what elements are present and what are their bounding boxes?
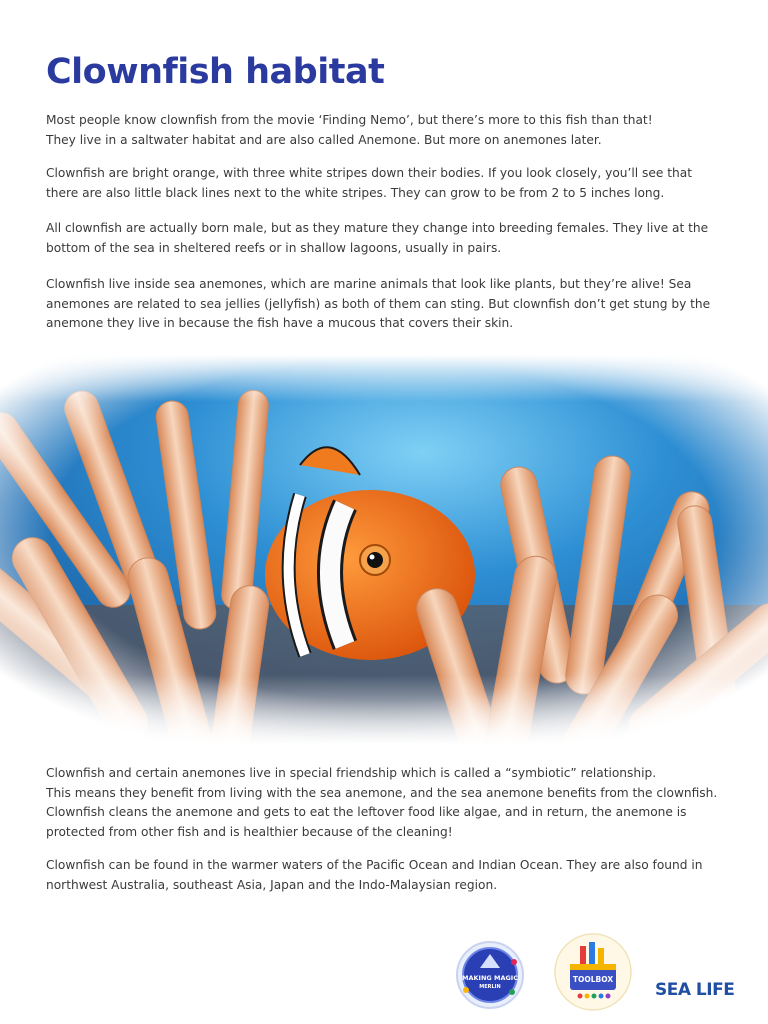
text-line: Clownfish can be found in the warmer waters of the Pacific Ocean and Indian Ocean. They are also found in bbox=[46, 858, 703, 872]
paragraph-appearance bbox=[46, 164, 726, 203]
paragraph-intro bbox=[46, 111, 726, 150]
text-line: northwest Australia, southeast Asia, Japan and the Indo-Malaysian region. bbox=[46, 877, 498, 892]
toolbox-logo-text: TOOLBOX bbox=[572, 975, 614, 984]
text-line: bottom of the sea in sheltered reefs or in shallow lagoons, usually in pairs. bbox=[46, 240, 502, 255]
text-line: anemones are related to sea jellies (jellyfish) as both of them can sting. But clownfish don’t get stung by the bbox=[46, 296, 711, 311]
paragraph-anemones bbox=[46, 275, 726, 334]
sealife-logo: SEA LIFE bbox=[655, 980, 735, 1000]
text-line: Clownfish and certain anemones live in special friendship which is called a “symbiotic” relationship. bbox=[46, 766, 657, 780]
text-line: Most people know clownfish from the movie ‘Finding Nemo’, but there’s more to this fish than that! bbox=[46, 113, 653, 127]
text-line: Clownfish cleans the anemone and gets to eat the leftover food like algae, and in return, the anemone is bbox=[46, 805, 687, 820]
paragraph-life-cycle bbox=[46, 219, 726, 258]
merlin-logo-subtext: MERLIN bbox=[479, 984, 501, 990]
text-line: there are also little black lines next to the white stripes. They can grow to be from 2 to 5 inches long. bbox=[46, 185, 665, 200]
paragraph-distribution bbox=[46, 856, 726, 895]
making-magic-merlin-logo bbox=[454, 940, 526, 1010]
text-line: Clownfish live inside sea anemones, which are marine animals that look like plants, but they’re alive! Sea bbox=[46, 277, 692, 291]
text-line: anemone they live in because the fish have a mucous that covers their skin. bbox=[46, 316, 514, 331]
text-line: This means they benefit from living with the sea anemone, and the sea anemone benefits from the clownfish. bbox=[46, 785, 718, 800]
merlin-logo-text: MAKING MAGIC bbox=[461, 974, 519, 982]
text-line: protected from other fish and is healthier because of the cleaning! bbox=[46, 824, 453, 839]
page-title: Clownfish habitat bbox=[46, 52, 385, 92]
toolbox-logo bbox=[552, 932, 634, 1012]
clownfish-anemone-illustration bbox=[0, 355, 768, 745]
text-line: Clownfish are bright orange, with three white stripes down their bodies. If you look closely, you’ll see that bbox=[46, 166, 693, 180]
paragraph-symbiosis bbox=[46, 764, 726, 842]
text-line: They live in a saltwater habitat and are also called Anemone. But more on anemones later. bbox=[46, 132, 602, 147]
text-line: All clownfish are actually born male, but as they mature they change into breeding females. They live at the bbox=[46, 221, 709, 235]
